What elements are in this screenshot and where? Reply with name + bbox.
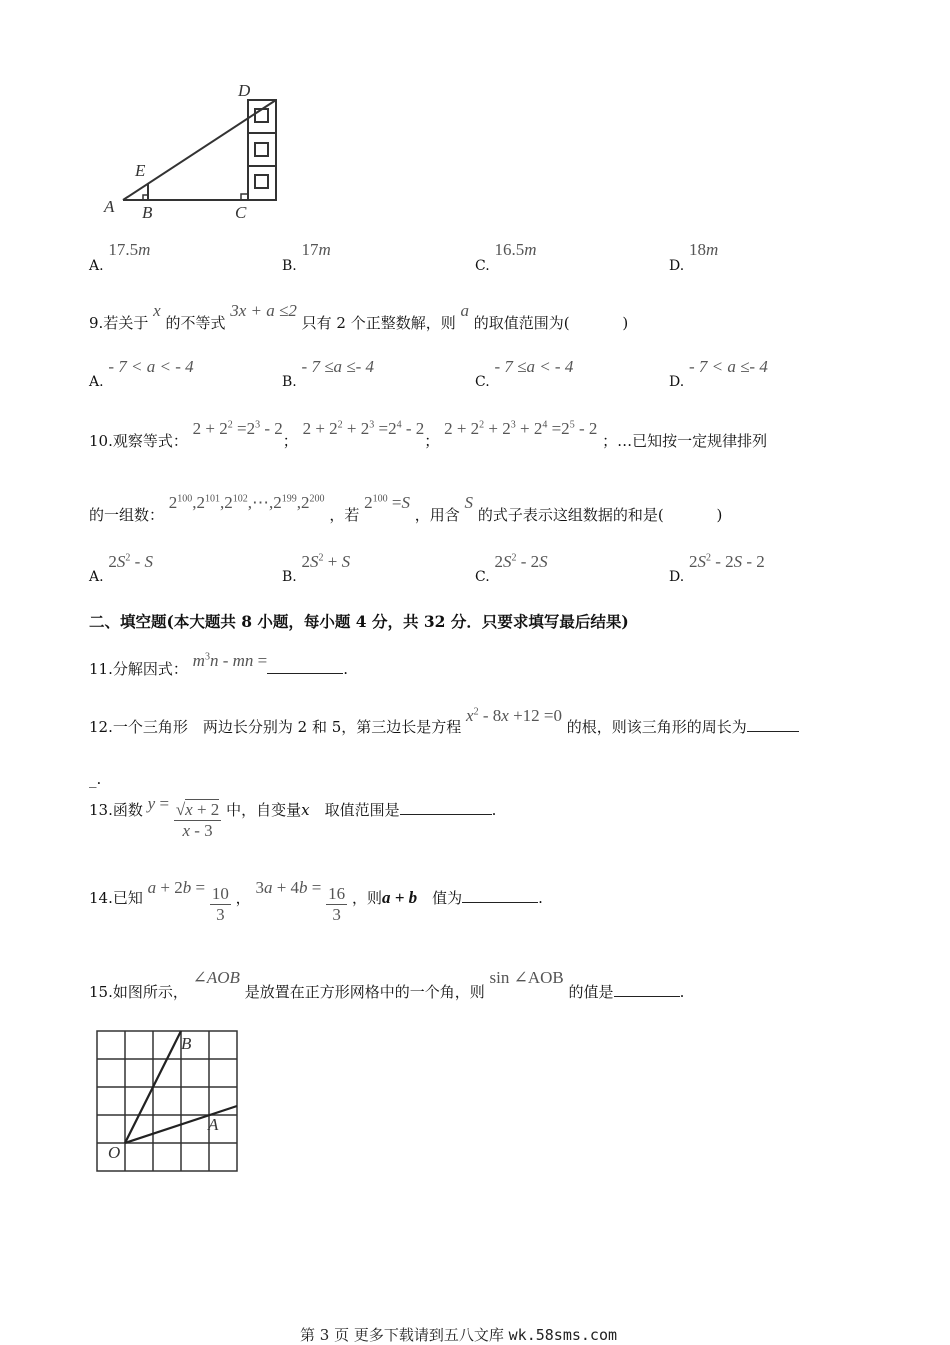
question-9: 9.若关于 x 的不等式 3x + a ≤2 只有 2 个正整数解，则 a 的取值范围为( )	[89, 301, 629, 332]
q8-option-d[interactable]: D. 18m	[669, 240, 719, 274]
q10-s-definition: $2^{100} =S$	[364, 493, 410, 512]
question-11: 11.分解因式： $m^3n$ - mn = .	[89, 651, 349, 678]
question-10-line-2: 的一组数： $2^{100},2^{101},2^{102},\cdots,2^{199},2^{200}$ ，若 $2^{100} =S$ ，用含 S 的式子表示这组数据的和是( )	[89, 493, 723, 524]
q14-answer-blank[interactable]	[462, 888, 538, 903]
question-15: 15.如图所示， ∠AOB 是放置在正方形网格中的一个角，则 sin ∠AOB 的值是 .	[89, 968, 685, 1001]
q12-continuation: _.	[89, 770, 102, 788]
label-b: B	[142, 203, 153, 222]
label-c: C	[235, 203, 247, 222]
q10-option-b[interactable]: B. $2S^2 + S$	[282, 552, 351, 585]
q10-option-d[interactable]: D. $2S^2 - 2S - 2$	[669, 552, 765, 585]
q10-option-a[interactable]: A. $2S^2$ - S	[89, 552, 154, 585]
label-a: A	[104, 197, 115, 216]
label-e: E	[135, 161, 146, 180]
q9-option-b[interactable]: B. - 7 ≤a ≤- 4	[282, 357, 375, 390]
q8-option-b[interactable]: B. 17m	[282, 240, 331, 274]
q10-equation-1: $2 + 2^2 =2^3 - 2$	[192, 419, 283, 438]
question-14: 14.已知 a + 2b = $\frac{10}{3}$ ， 3a + 4b = $\frac{16}{3}$ ，则a + b 值为 .	[89, 877, 543, 924]
q8-option-a[interactable]: A. 17.5m	[89, 240, 151, 274]
q15-answer-blank[interactable]	[614, 982, 680, 997]
q9-option-a[interactable]: A. - 7 < a < - 4	[89, 357, 194, 390]
q12-answer-blank[interactable]	[747, 717, 799, 732]
question-12: 12.一个三角形 两边长分别为 2 和 5，第三边长是方程 $x^2 - 8x +12 =0$ 的根，则该三角形的周长为	[89, 705, 799, 726]
q9-option-c[interactable]: C. - 7 ≤a < - 4	[475, 357, 574, 390]
grid-label-b: B	[181, 1034, 192, 1053]
grid-label-o: O	[108, 1143, 121, 1162]
footer-link[interactable]: wk.58sms.com	[508, 1326, 618, 1344]
q9-option-d[interactable]: D. - 7 < a ≤- 4	[669, 357, 768, 390]
q10-equation-3: $2 + 2^2 + 2^3 + 2^4 =2^5 - 2$	[444, 419, 598, 438]
q10-equation-2: $2 + 2^2 + 2^3 =2^4 - 2$	[302, 419, 425, 438]
q11-answer-blank[interactable]	[267, 659, 343, 674]
q10-sequence: $2^{100},2^{101},2^{102},\cdots,2^{199},2^{200}$	[168, 493, 325, 512]
section-2-heading: 二、填空题(本大题共 8 小题，每小题 4 分，共 32 分．只要求填写最后结果)	[89, 612, 629, 631]
q15-grid-figure	[93, 1026, 243, 1176]
q13-function-fraction: $\frac{√x + 2}{x - 3}$	[175, 800, 220, 840]
page-footer: 第 3 页 更多下载请到五八文库 wk.58sms.com	[300, 1326, 618, 1344]
grid-label-a: A	[208, 1115, 219, 1134]
page-number: 3	[319, 1326, 330, 1344]
q13-answer-blank[interactable]	[400, 800, 492, 815]
q10-option-c[interactable]: C. $2S^2 - 2S$	[475, 552, 548, 585]
question-13: 13.函数 y = $\frac{√x + 2}{x - 3}$ 中，自变量x 取值范围是 .	[89, 793, 497, 840]
question-10-line-1: 10.观察等式： $2 + 2^2 =2^3 - 2$； $2 + 2^2 + 2^3 =2^4 - 2$； $2 + 2^2 + 2^3 + 2^4 =2^5 - 2$ ；…已知按一定规律排列	[89, 419, 768, 450]
ladder-triangle-figure	[100, 76, 290, 226]
label-d: D	[238, 81, 251, 100]
q8-option-c[interactable]: C. 16.5m	[475, 240, 537, 274]
